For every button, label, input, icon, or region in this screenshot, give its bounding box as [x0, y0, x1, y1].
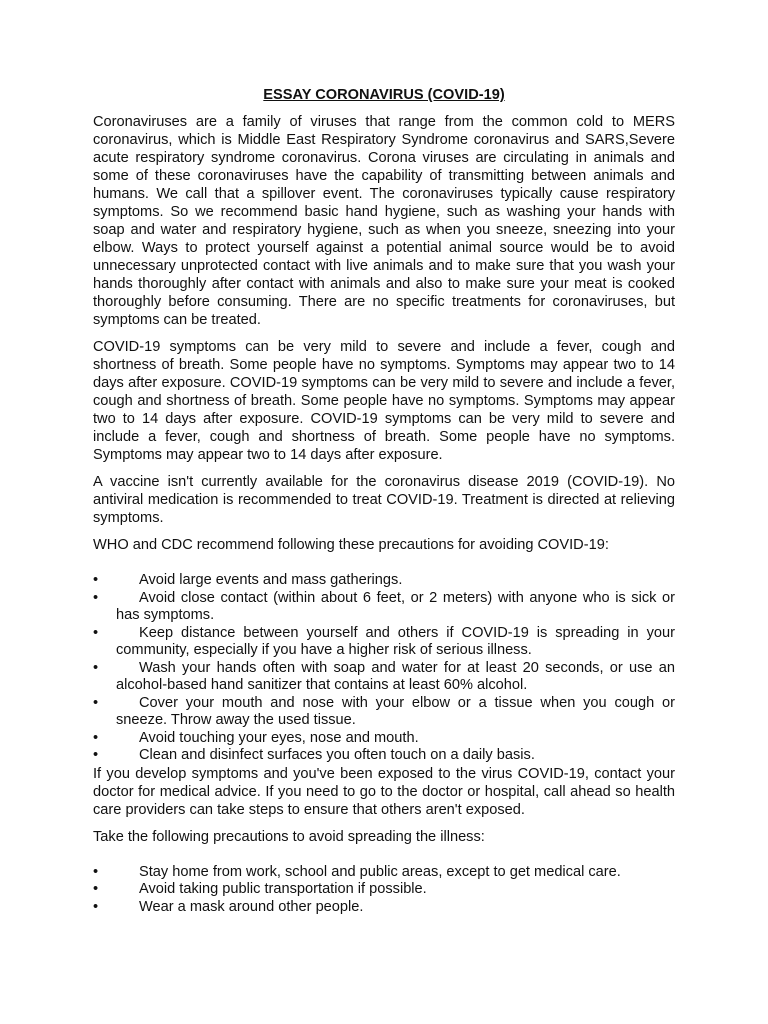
precautions-list — [93, 572, 675, 765]
list-item: • Wear a mask around other people. — [93, 898, 364, 915]
bullet-icon: • — [93, 694, 99, 711]
paragraph-exposure: If you develop symptoms and you've been exposed to the virus COVID-19, contact your doctor for medical advice. If you need to go to the doctor or hospital, call ahead so health care providers can take steps to ensure that others aren't exposed. — [93, 765, 675, 818]
bullet-icon: • — [93, 898, 99, 915]
bullet-icon: • — [93, 747, 99, 763]
list-item: • Keep distance between yourself and others if COVID-19 is spreading in your community, especially if you have a higher risk of serious illness. — [93, 624, 675, 658]
list-item: • Avoid close contact (within about 6 feet, or 2 meters) with anyone who is sick or has symptoms. — [93, 589, 675, 623]
paragraph-intro: Coronaviruses are a family of viruses that range from the common cold to MERS coronavirus, which is Middle East Respiratory Syndrome coronavirus and SARS,Severe acute respiratory syndrome coronavirus. Corona viruses are circulating in animals and some of these coronaviruses have the capability of transmitting between animals and humans. We call that a spillover event. The coronaviruses typically cause respiratory symptoms. So we recommend basic hand hygiene, such as washing your hands with soap and water and respiratory hygiene, such as when you sneeze, sneezing into your elbow. Ways to protect yourself against a potential animal source would be to avoid unnecessary unprotected contact with live animals and to make sure that you wash your hands thoroughly after contact with animals and also to make sure your meat is cooked thoroughly before consuming. There are no specific treatments for coronaviruses, but symptoms can be treated. — [93, 114, 675, 328]
bullet-icon: • — [93, 572, 99, 588]
list-item: • Avoid touching your eyes, nose and mouth. — [93, 729, 419, 746]
bullet-icon: • — [93, 589, 99, 606]
precautions-heading: WHO and CDC recommend following these precautions for avoiding COVID-19: — [93, 537, 609, 553]
spread-heading: Take the following precautions to avoid spreading the illness: — [93, 828, 485, 845]
list-item: • Clean and disinfect surfaces you often touch on a daily basis. — [93, 747, 535, 763]
list-item: • Cover your mouth and nose with your elbow or a tissue when you cough or sneeze. Throw away the used tissue. — [93, 694, 675, 728]
list-item: • Avoid large events and mass gatherings. — [93, 572, 403, 588]
list-item: • Avoid taking public transportation if possible. — [93, 881, 427, 897]
bullet-icon: • — [93, 624, 99, 641]
paragraph-vaccine: A vaccine isn't currently available for the coronavirus disease 2019 (COVID-19). No antiviral medication is recommended to treat COVID-19. Treatment is directed at relieving symptoms. — [93, 474, 675, 526]
bullet-icon: • — [93, 863, 99, 880]
spread-precautions-list — [93, 864, 675, 917]
bullet-icon: • — [93, 659, 99, 676]
list-item: • Wash your hands often with soap and water for at least 20 seconds, or use an alcohol-based hand sanitizer that contains at least 60% alcohol. — [93, 659, 675, 693]
list-item: • Stay home from work, school and public areas, except to get medical care. — [93, 863, 621, 880]
document-page — [93, 86, 675, 916]
document-title: ESSAY CORONAVIRUS (COVID-19) — [263, 87, 505, 103]
paragraph-symptoms: COVID-19 symptoms can be very mild to severe and include a fever, cough and shortness of breath. Some people have no symptoms. Symptoms may appear two to 14 days after exposure. COVID-19 symptoms can be very mild to severe and include a fever, cough and shortness of breath. Some people have no symptoms. Symptoms may appear two to 14 days after exposure. COVID-19 symptoms can be very mild to severe and include a fever, cough and shortness of breath. Some people have no symptoms. Symptoms may appear two to 14 days after exposure. — [93, 339, 675, 463]
bullet-icon: • — [93, 881, 99, 897]
bullet-icon: • — [93, 729, 99, 746]
